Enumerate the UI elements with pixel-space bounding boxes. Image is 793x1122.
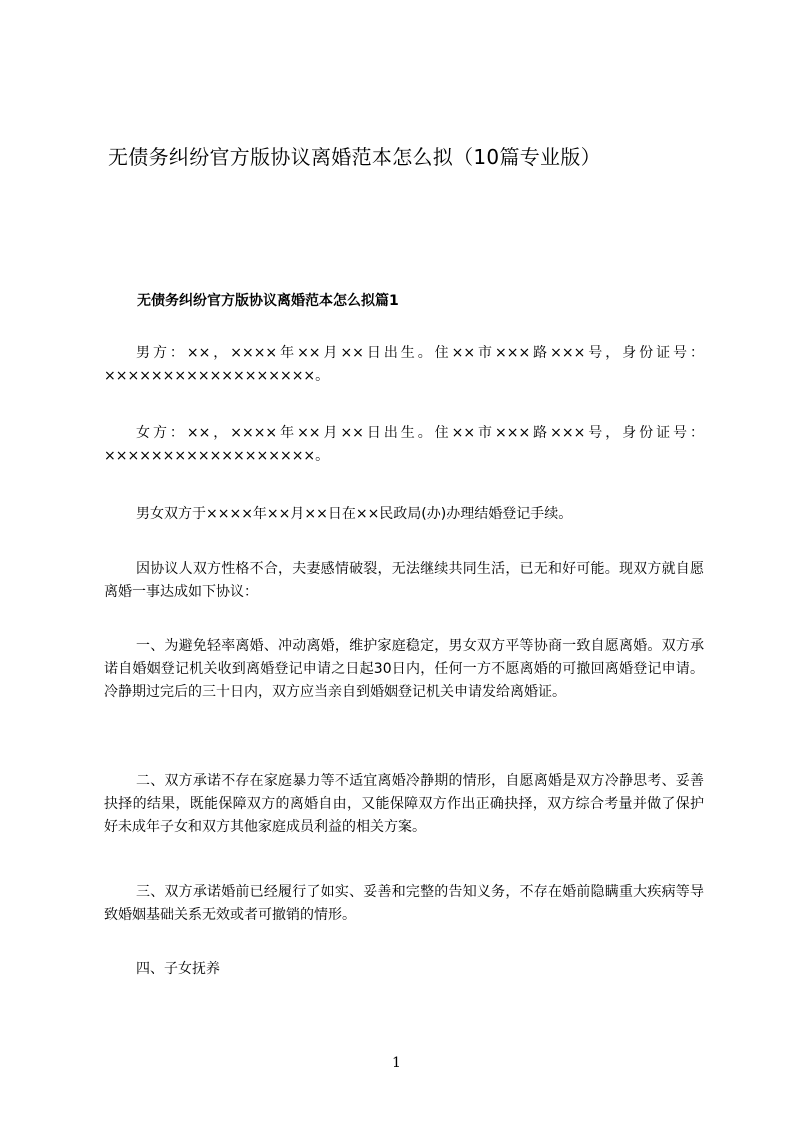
document-title: 无债务纠纷官方版协议离婚范本怎么拟（10篇专业版） bbox=[108, 145, 601, 169]
paragraph-male-party: 男方：××，××××年××月××日出生。住××市×××路×××号，身份证号：××××××××××××××××××。 bbox=[104, 345, 704, 384]
section-heading: 无债务纠纷官方版协议离婚范本怎么拟篇1 bbox=[137, 293, 399, 309]
paragraph-female-party: 女方：××，××××年××月××日出生。住××市×××路×××号，身份证号：××××××××××××××××××。 bbox=[104, 425, 704, 464]
paragraph-marriage-registration: 男女双方于××××年××月××日在××民政局(办)办理结婚登记手续。 bbox=[136, 506, 573, 522]
paragraph-clause-1: 一、为避免轻率离婚、冲动离婚，维护家庭稳定，男女双方平等协商一致自愿离婚。双方承诺自婚姻登记机关收到离婚登记申请之日起30日内，任何一方不愿离婚的可撤回离婚登记申请。冷静期过完后的三十日内，双方应当亲自到婚姻登记机关申请发给离婚证。 bbox=[104, 638, 704, 700]
page-number: 1 bbox=[392, 1055, 401, 1071]
paragraph-clause-3: 三、双方承诺婚前已经履行了如实、妥善和完整的告知义务，不存在婚前隐瞒重大疾病等导致婚姻基础关系无效或者可撤销的情形。 bbox=[104, 884, 704, 923]
paragraph-reason: 因协议人双方性格不合，夫妻感情破裂，无法继续共同生活，已无和好可能。现双方就自愿离婚一事达成如下协议： bbox=[104, 561, 704, 600]
paragraph-clause-4-heading: 四、子女抚养 bbox=[136, 961, 220, 977]
paragraph-clause-2: 二、双方承诺不存在家庭暴力等不适宜离婚冷静期的情形，自愿离婚是双方冷静思考、妥善抉择的结果，既能保障双方的离婚自由，又能保障双方作出正确抉择，双方综合考量并做了保护好未成年子女和双方其他家庭成员利益的相关方案。 bbox=[104, 773, 704, 835]
